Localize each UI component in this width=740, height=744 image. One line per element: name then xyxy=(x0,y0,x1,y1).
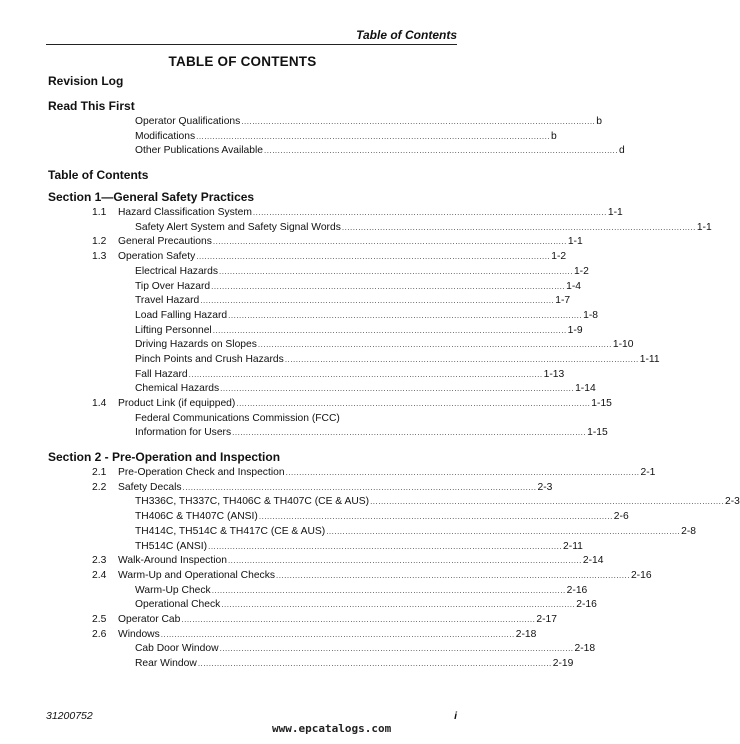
section-heading-revision-log[interactable]: Revision Log xyxy=(48,74,124,88)
header-title: Table of Contents xyxy=(356,28,457,42)
toc-entry[interactable]: Modifications .................................................................................................................................. b xyxy=(135,130,557,142)
toc-entry[interactable]: Information for Users .................................................................................................................................. 1-15 xyxy=(135,427,608,439)
toc-entry[interactable]: 2.5 Operator Cab .................................................................................................................................. 2-17 xyxy=(92,613,557,625)
toc-entry[interactable]: Other Publications Available .................................................................................................................................. d xyxy=(135,145,625,157)
website-watermark: www.epcatalogs.com xyxy=(272,722,392,735)
section-heading-1[interactable]: Section 1—General Safety Practices xyxy=(48,190,255,205)
document-number: 31200752 xyxy=(46,710,93,722)
toc-entry[interactable]: Operational Check .................................................................................................................................. 2-16 xyxy=(135,599,597,611)
toc-entry[interactable]: Pinch Points and Crush Hazards .................................................................................................................................. 1-11 xyxy=(135,353,660,365)
toc-entry[interactable]: Operator Qualifications .................................................................................................................................. b xyxy=(135,116,602,127)
toc-entry[interactable]: 2.4 Warm-Up and Operational Checks .................................................................................................................................. 2-16 xyxy=(92,569,652,581)
toc-entry[interactable]: Cab Door Window .................................................................................................................................. 2-18 xyxy=(135,643,596,655)
toc-entry[interactable]: TH414C, TH514C & TH417C (CE & AUS) .................................................................................................................................. 2-8 xyxy=(135,525,697,537)
toc-entry[interactable]: Rear Window .................................................................................................................................. 2-19 xyxy=(135,658,574,669)
page-number: i xyxy=(454,710,457,722)
page-footer xyxy=(46,710,457,735)
section-heading-toc[interactable]: Table of Contents xyxy=(48,168,149,183)
page-header xyxy=(46,28,457,45)
toc-entry[interactable]: Electrical Hazards .................................................................................................................................. 1-2 xyxy=(135,265,589,277)
toc-entry[interactable]: 1.4 Product Link (if equipped) .................................................................................................................................. 1-15 xyxy=(92,398,612,409)
toc-entry[interactable]: 2.2 Safety Decals .................................................................................................................................. 2-3 xyxy=(92,481,553,493)
section-heading-read-first[interactable]: Read This First xyxy=(48,99,135,113)
toc-entry[interactable]: TH514C (ANSI) .................................................................................................................................. 2-11 xyxy=(135,540,583,552)
toc-entry-text[interactable]: Federal Communications Commission (FCC) xyxy=(135,412,340,424)
toc-entry[interactable]: 1.1 Hazard Classification System .................................................................................................................................. 1-1 xyxy=(92,207,623,219)
toc-entry[interactable]: TH336C, TH337C, TH406C & TH407C (CE & AUS) .................................................................................................................................. 2-3 xyxy=(135,496,740,508)
section-heading-2[interactable]: Section 2 - Pre-Operation and Inspection xyxy=(48,450,281,465)
toc-entry[interactable]: Safety Alert System and Safety Signal Words .................................................................................................................................. 1-1 xyxy=(135,221,712,233)
toc-body xyxy=(48,72,740,672)
toc-entry[interactable]: 1.3 Operation Safety .................................................................................................................................. 1-2 xyxy=(92,251,567,263)
toc-entry[interactable]: Travel Hazard .................................................................................................................................. 1-7 xyxy=(135,295,571,307)
toc-entry[interactable]: Driving Hazards on Slopes .................................................................................................................................. 1-10 xyxy=(135,339,634,351)
toc-entry[interactable]: 1.2 General Precautions .................................................................................................................................. 1-1 xyxy=(92,236,583,248)
toc-entry[interactable]: TH406C & TH407C (ANSI) .................................................................................................................................. 2-6 xyxy=(135,511,629,523)
toc-entry[interactable]: Load Falling Hazard .................................................................................................................................. 1-8 xyxy=(135,309,598,321)
page-title: TABLE OF CONTENTS xyxy=(168,54,317,69)
toc-entry[interactable]: Lifting Personnel .................................................................................................................................. 1-9 xyxy=(135,324,583,336)
toc-entry[interactable]: Fall Hazard .................................................................................................................................. 1-13 xyxy=(135,368,565,380)
toc-entry[interactable]: Tip Over Hazard .................................................................................................................................. 1-4 xyxy=(135,280,581,292)
toc-entry[interactable]: 2.1 Pre-Operation Check and Inspection .................................................................................................................................. 2-1 xyxy=(92,467,656,479)
toc-entry[interactable]: Chemical Hazards .................................................................................................................................. 1-14 xyxy=(135,383,596,395)
toc-entry[interactable]: 2.3 Walk-Around Inspection .................................................................................................................................. 2-14 xyxy=(92,555,604,567)
toc-entry[interactable]: 2.6 Windows .................................................................................................................................. 2-18 xyxy=(92,628,537,640)
toc-entry[interactable]: Warm-Up Check .................................................................................................................................. 2-16 xyxy=(135,584,588,596)
